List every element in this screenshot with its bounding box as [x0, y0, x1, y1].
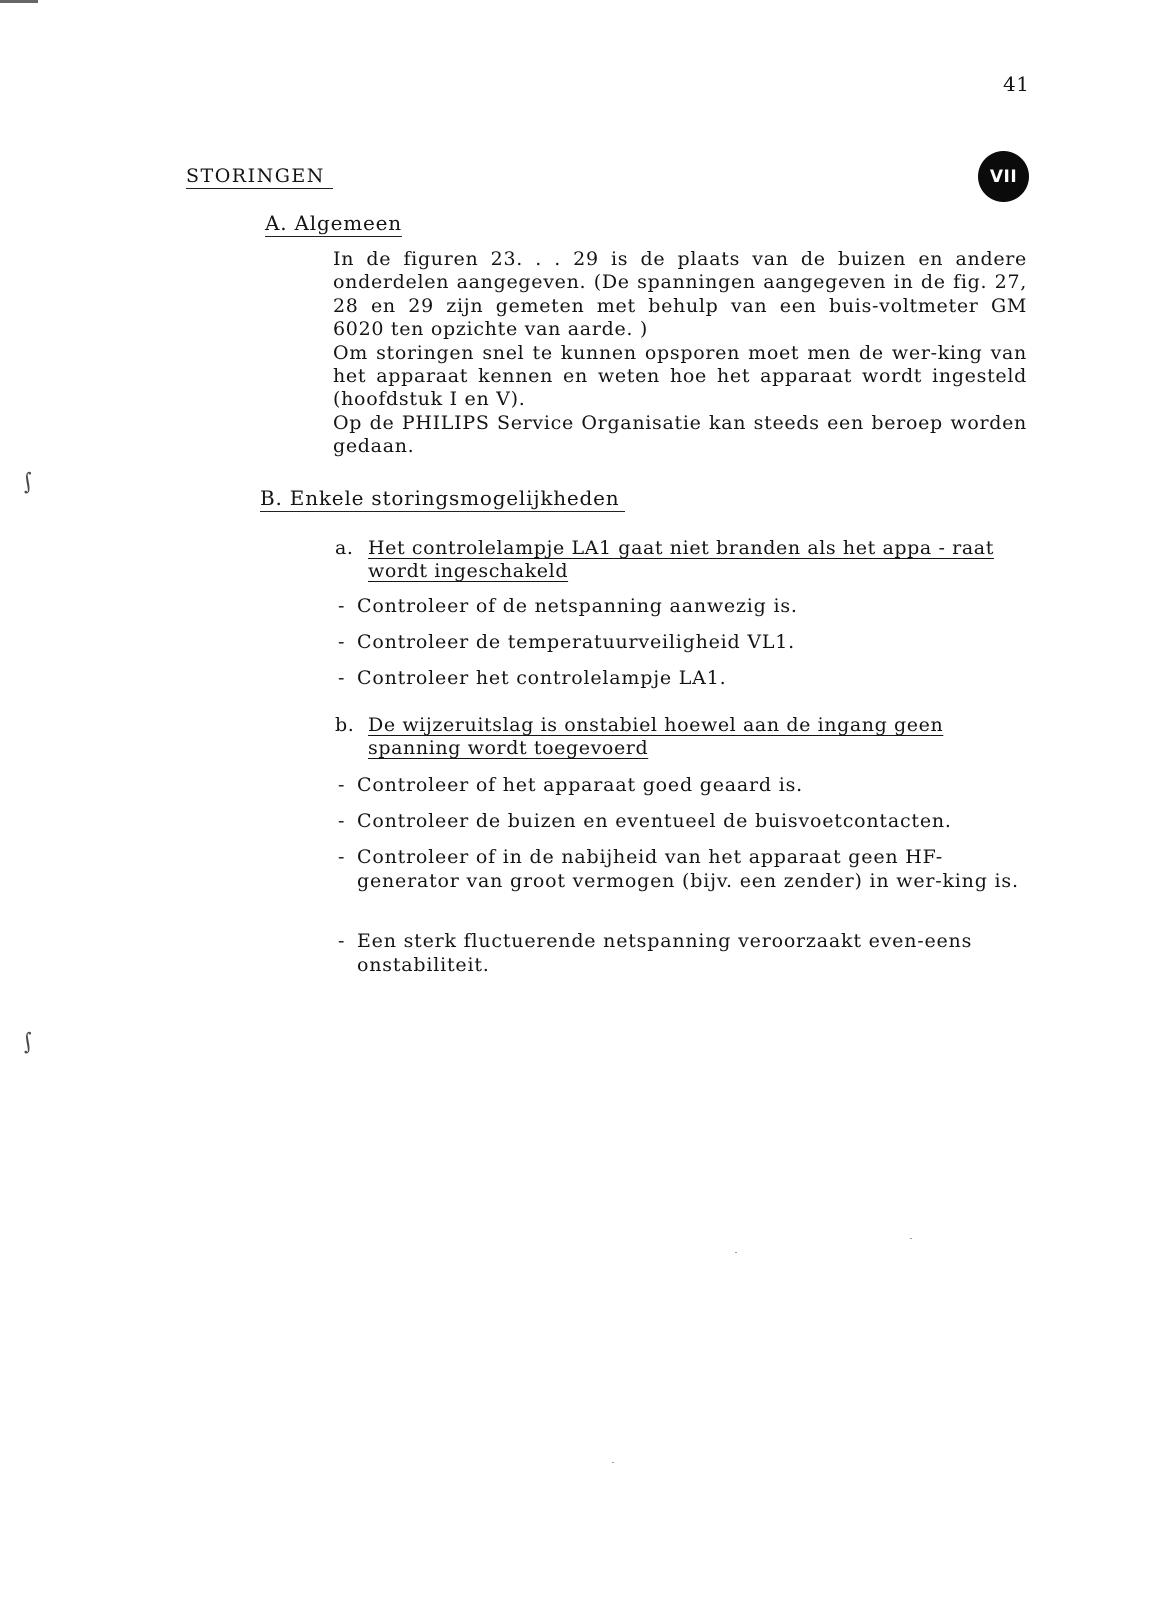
check-item — [338, 930, 1032, 977]
check-text: Controleer de buizen en eventueel de buisvoetcontacten. — [357, 810, 952, 832]
section-a-body — [333, 248, 1027, 459]
dash-bullet: - — [338, 846, 346, 868]
dash-bullet: - — [338, 595, 346, 617]
check-text: Controleer het controlelampje LA1. — [357, 667, 727, 689]
subsection-title: De wijzeruitslag is onstabiel hoewel aan de ingang geen spanning wordt toegevoerd — [368, 714, 944, 759]
scan-dust — [735, 1252, 737, 1253]
scan-corner-mark — [0, 0, 38, 3]
subsection-title: Het controlelampje LA1 gaat niet branden als het appa - raat wordt ingeschakeld — [368, 537, 994, 582]
check-item — [338, 846, 1032, 893]
scan-dust — [612, 1462, 614, 1463]
chapter-title: STORINGEN — [186, 165, 333, 189]
subsection-label: a. — [335, 537, 354, 559]
check-item — [338, 631, 1032, 655]
subsection-b-heading — [335, 714, 1031, 760]
dash-bullet: - — [338, 667, 346, 689]
dash-bullet: - — [338, 930, 346, 952]
chapter-badge: VII — [978, 151, 1029, 202]
subsection-label: b. — [335, 714, 355, 736]
check-item — [338, 774, 1032, 798]
scan-dust — [910, 1238, 912, 1239]
check-item — [338, 810, 1032, 834]
check-text: Een sterk fluctuerende netspanning veroorzaakt even-eens onstabiliteit. — [357, 930, 973, 976]
check-text: Controleer de temperatuurveiligheid VL1. — [357, 631, 796, 653]
check-text: Controleer of in de nabijheid van het apparaat geen HF-generator van groot vermogen (bijv. een zender) in wer-king is. — [357, 846, 1019, 892]
paragraph: In de figuren 23. . . 29 is de plaats van de buizen en andere onderdelen aangegeven. (De spanningen aangegeven in de fig. 27, 28 en 29 zijn gemeten met behulp van een buis-voltmeter GM 6020 ten opzichte van aarde. ) — [333, 248, 1027, 341]
check-item — [338, 667, 1032, 691]
dash-bullet: - — [338, 774, 346, 796]
punch-hole-smudge-icon: ∫ — [19, 1029, 36, 1056]
section-b-title: B. Enkele storingsmogelijkheden — [260, 486, 625, 512]
paragraph: Om storingen snel te kunnen opsporen moet men de wer-king van het apparaat kennen en weten hoe het apparaat wordt ingesteld (hoofdstuk I en V). — [333, 341, 1027, 411]
dash-bullet: - — [338, 810, 346, 832]
subsection-a-heading — [335, 537, 1031, 583]
check-text: Controleer of het apparaat goed geaard is. — [357, 774, 803, 796]
paragraph: Op de PHILIPS Service Organisatie kan steeds een beroep worden gedaan. — [333, 411, 1027, 458]
section-a-title: A. Algemeen — [265, 211, 402, 235]
check-text: Controleer of de netspanning aanwezig is. — [357, 595, 798, 617]
page-number: 41 — [1003, 72, 1030, 96]
punch-hole-smudge-icon: ∫ — [19, 469, 36, 496]
dash-bullet: - — [338, 631, 346, 653]
check-item — [338, 595, 1032, 619]
